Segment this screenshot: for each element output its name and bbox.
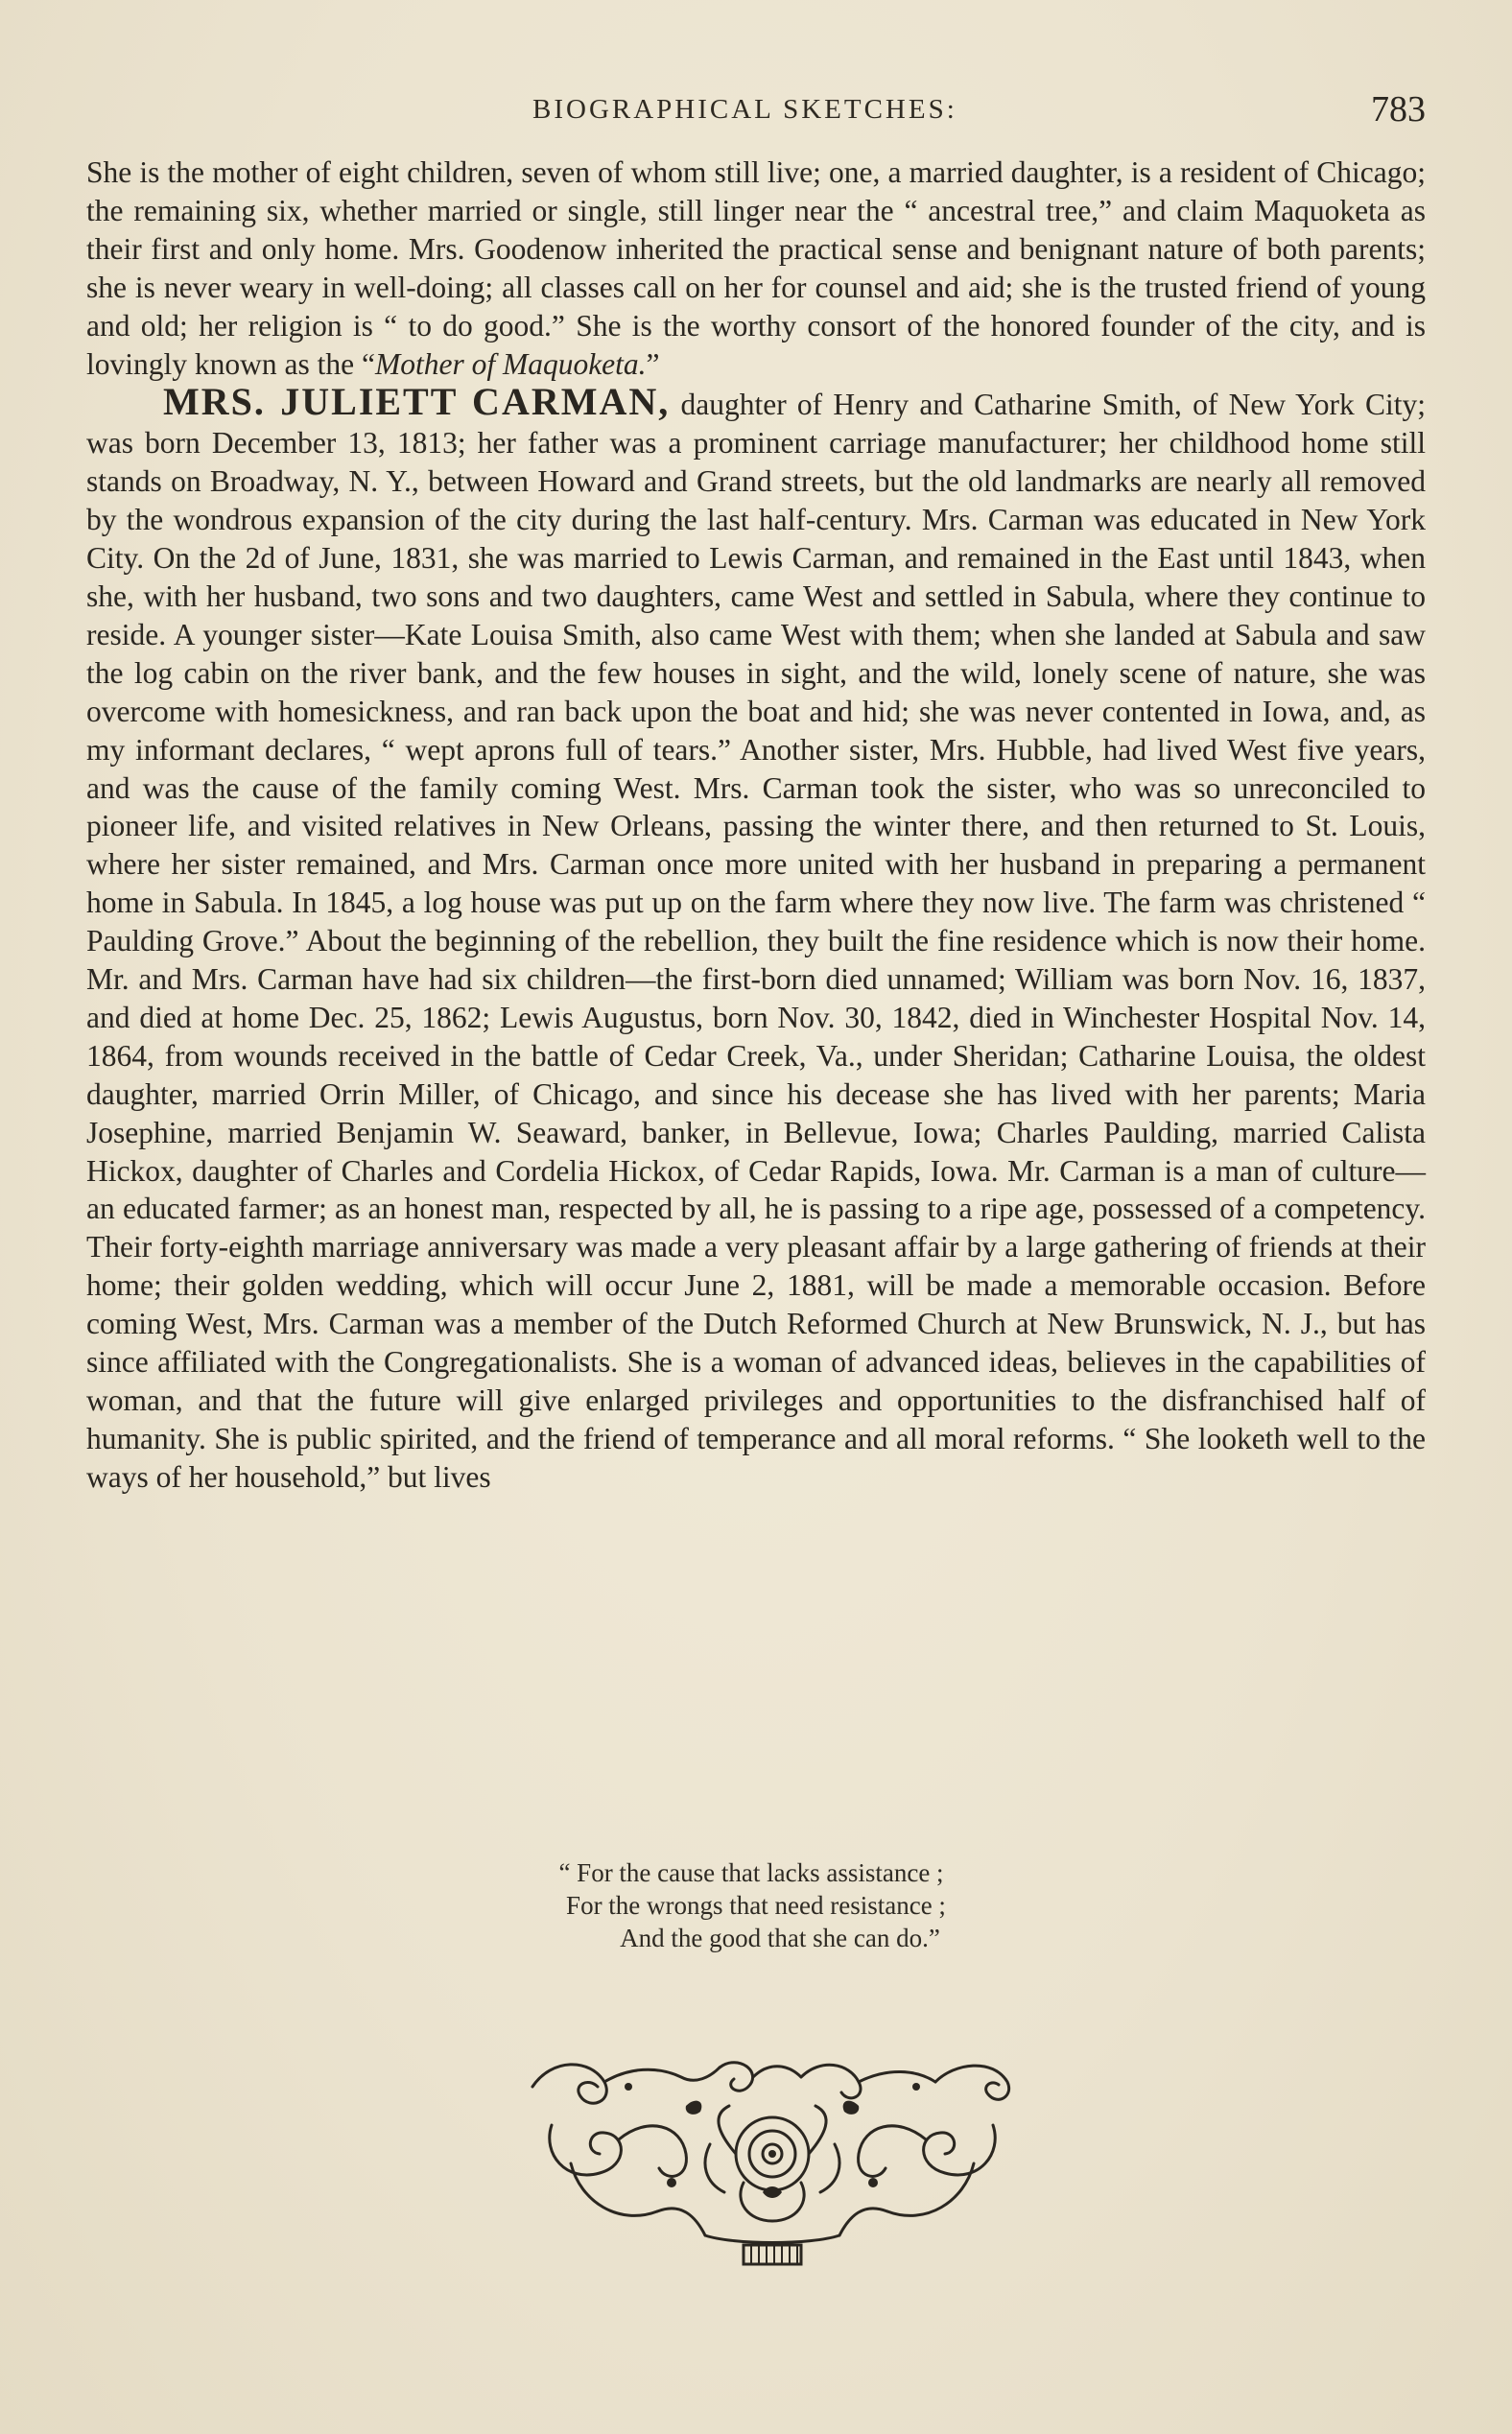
verse-line-1: “ For the cause that lacks assistance ; [558,1858,944,1887]
continuation-closing-quote: ” [646,346,660,381]
running-head [86,88,1426,136]
running-head-title: BIOGRAPHICAL SKETCHES: [532,94,957,125]
entry-subject-name: MRS. JULIETT CARMAN, [163,380,671,424]
body-text [86,154,1426,1497]
entry-text: daughter of Henry and Catharine Smith, of New York City; was born December 13, 1813; her father was a prominent carriage manufacturer; her childhood home still stands on Broadway, N. Y., between Howard and Grand streets, but the old landmarks are nearly all removed by the wondrous expansion of the city during the last half-century. Mrs. Carman was educated in New York City. On the 2d of June, 1831, she was married to Lewis Carman, and remained in the East until 1843, when she, with her husband, two sons and two daughters, came West and settled in Sabula, where they continue to reside. A younger sister—Kate Louisa Smith, also came West with them; when she landed at Sabula and saw the log cabin on the river bank, and the few houses in sight, and the wild, lonely scene of nature, she was overcome with homesickness, and ran back upon the boat and hid; she was never contented in Iowa, and, as my informant declares, “ wept aprons full of tears.” Another sister, Mrs. Hubble, had lived West five years, and was the cause of the family coming West. Mrs. Carman took the sister, who was so unreconciled to pioneer life, and visited relatives in New Orleans, passing the winter there, and then returned to St. Louis, where her sister remained, and Mrs. Carman once more united with her husband in preparing a permanent home in Sabula. In 1845, a log house was put up on the farm where they now live. The farm was christened “ Paulding Grove.” About the beginning of the rebellion, they built the fine residence which is now their home. Mr. and Mrs. Carman have had six children—the first-born died unnamed; William was born Nov. 16, 1837, and died at home Dec. 25, 1862; Lewis Augustus, born Nov. 30, 1842, died in Winchester Hospital Nov. 14, 1864, from wounds received in the battle of Cedar Creek, Va., under Sheridan; Catharine Louisa, the oldest daughter, married Orrin Miller, of Chicago, and since his decease she has lived with her parents; Maria Josephine, married Benjamin W. Seaward, banker, in Bellevue, Iowa; Charles Paulding, married Calista Hickox, daughter of Charles and Cordelia Hickox, of Cedar Rapids, Iowa. Mr. Carman is a man of culture—an educated farmer; as an honest man, respected by all, he is passing to a ripe age, possessed of a competency. Their forty-eighth marriage anniversary was made a very pleasant affair by a large gathering of friends at their home; their golden wedding, which will occur June 2, 1881, will be made a memorable occasion. Before coming West, Mrs. Carman was a member of the Dutch Reformed Church at New Brunswick, N. J., but has since affiliated with the Congregationalists. She is a woman of advanced ideas, believes in the capabilities of woman, and that the future will give enlarged privileges and opportunities to the disfranchised half of humanity. She is public spirited, and the friend of temperance and all moral reforms. “ She looketh well to the ways of her household,” but lives [86,388,1426,1494]
biography-entry-paragraph [86,380,1426,1496]
continuation-paragraph [86,154,1426,383]
page-number: 783 [1371,89,1426,130]
continuation-text: She is the mother of eight children, seven of whom still live; one, a married daughter, is a resident of Chicago; the remaining six, whether married or single, still linger near the “ ancestral tree,” and claim Maquoketa as their first and only home. Mrs. Goodenow inherited the practical sense and benignant nature of both parents; she is never weary in well-doing; all classes call on her for counsel and aid; she is the trusted friend of young and old; her religion is “ to do good.” She is the worthy consort of the honored founder of the city, and is lovingly known as the “ [86,155,1426,381]
verse-line-3: And the good that she can do.” [620,1924,940,1952]
verse-line-2: For the wrongs that need resistance ; [566,1891,946,1920]
floral-tailpiece-ornament-icon [513,2048,1031,2279]
continuation-italic-title: Mother of Maquoketa. [374,346,647,381]
closing-verse [0,1856,1512,1954]
